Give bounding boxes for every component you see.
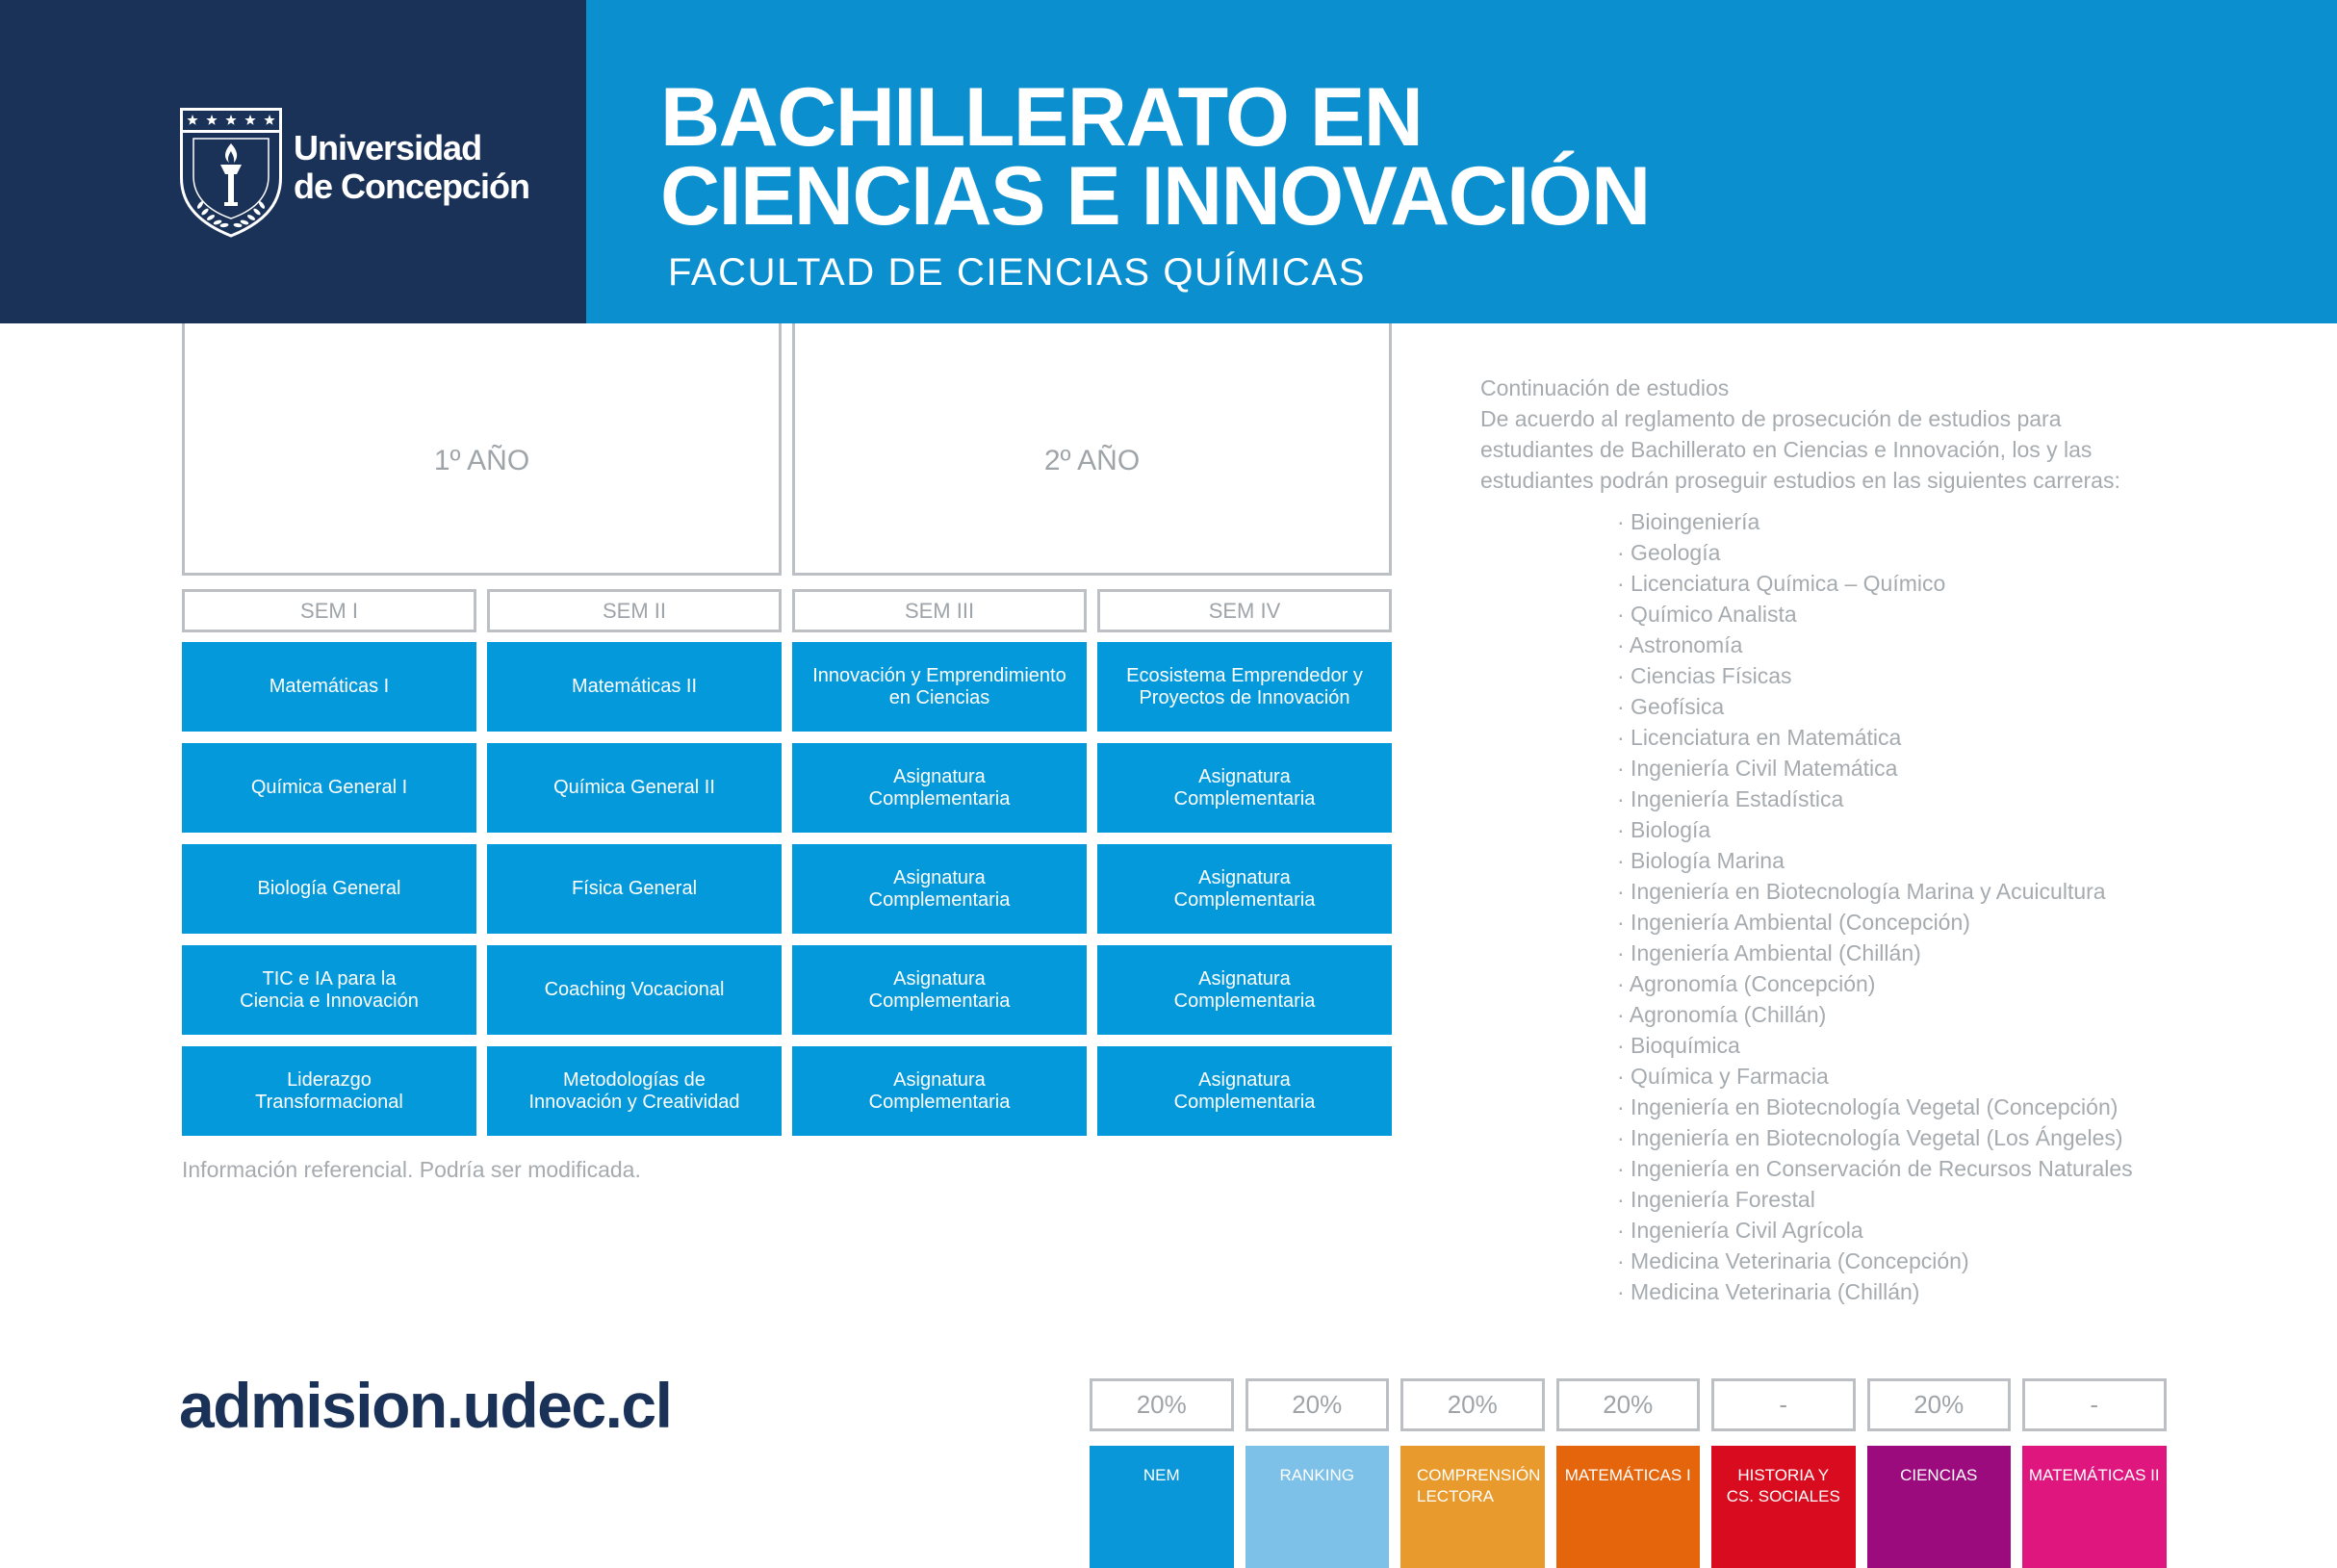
course-cell: Ecosistema Emprendedor y Proyectos de Innovación [1097, 642, 1392, 732]
career-item: · Geofísica [1617, 694, 1725, 719]
weight-label: MATEMÁTICAS I [1556, 1446, 1701, 1568]
career-item: · Medicina Veterinaria (Chillán) [1617, 1279, 1920, 1304]
career-item: · Ingeniería Civil Agrícola [1617, 1218, 1863, 1243]
career-item: · Agronomía (Concepción) [1617, 971, 1876, 996]
faculty-name: FACULTAD DE CIENCIAS QUÍMICAS [668, 251, 1367, 294]
course-grid [182, 642, 1392, 1136]
weight-nem [1090, 1378, 1234, 1568]
weight-value: - [1711, 1378, 1856, 1431]
career-item: · Licenciatura en Matemática [1617, 725, 1902, 750]
career-item: · Agronomía (Chillán) [1617, 1002, 1827, 1027]
career-item: · Bioquímica [1617, 1033, 1740, 1058]
course-cell: Asignatura Complementaria [792, 844, 1087, 934]
weight-value: 20% [1400, 1378, 1545, 1431]
disclaimer-note: Información referencial. Podría ser modificada. [182, 1157, 641, 1182]
course-cell: Asignatura Complementaria [792, 1046, 1087, 1136]
career-item: · Ingeniería Forestal [1617, 1187, 1815, 1212]
university-shield-icon [179, 107, 283, 239]
career-item: · Química y Farmacia [1617, 1064, 1829, 1089]
course-cell: Física General [487, 844, 782, 934]
course-cell: Asignatura Complementaria [792, 945, 1087, 1035]
weight-math-1 [1556, 1378, 1701, 1568]
university-name-line-2: de Concepción [294, 167, 530, 206]
weight-reading-comprehension [1400, 1378, 1545, 1568]
course-cell: Asignatura Complementaria [1097, 844, 1392, 934]
university-name [294, 129, 529, 206]
career-item: · Medicina Veterinaria (Concepción) [1617, 1248, 1969, 1273]
weight-value: 20% [1867, 1378, 2012, 1431]
continuation-intro-line: estudiantes de Bachillerato en Ciencias e Innovación, los y las [1480, 437, 2093, 462]
year-1-label: 1º AÑO [433, 445, 530, 476]
career-item: · Ingeniería en Biotecnología Marina y Acuicultura [1617, 879, 2106, 904]
career-item: · Biología Marina [1617, 848, 1785, 873]
weight-value: 20% [1556, 1378, 1701, 1431]
career-item: · Químico Analista [1617, 602, 1797, 627]
career-item: · Ingeniería Civil Matemática [1617, 756, 1898, 781]
semester-1-label: SEM I [182, 589, 476, 632]
career-item: · Ingeniería en Conservación de Recursos Naturales [1617, 1156, 2133, 1181]
course-cell: Asignatura Complementaria [1097, 1046, 1392, 1136]
career-item: · Bioingeniería [1617, 509, 1760, 534]
career-item: · Astronomía [1617, 632, 1743, 657]
semester-header-row [182, 589, 1392, 632]
weight-history [1711, 1378, 1856, 1568]
year-2-box [792, 318, 1392, 576]
course-cell: Biología General [182, 844, 476, 934]
university-name-line-1: Universidad [294, 128, 482, 167]
continuation-section [1480, 373, 2120, 496]
career-item: · Ingeniería Ambiental (Concepción) [1617, 910, 1970, 935]
year-1-box [182, 318, 782, 576]
course-cell: Asignatura Complementaria [792, 743, 1087, 833]
admission-weights [1090, 1378, 2167, 1568]
weight-ranking [1246, 1378, 1390, 1568]
career-item: · Ciencias Físicas [1617, 663, 1792, 688]
continuation-intro-line: estudiantes podrán proseguir estudios en las siguientes carreras: [1480, 468, 2120, 493]
semester-3-label: SEM III [792, 589, 1087, 632]
course-cell: Metodologías de Innovación y Creatividad [487, 1046, 782, 1136]
careers-list [1617, 506, 2133, 1307]
weight-label: NEM [1090, 1446, 1234, 1568]
career-item: · Ingeniería Estadística [1617, 786, 1844, 811]
program-title-line-1: BACHILLERATO EN [660, 71, 1423, 164]
weight-value: 20% [1246, 1378, 1390, 1431]
torch-icon [220, 143, 242, 206]
weight-value: - [2022, 1378, 2167, 1431]
career-item: · Biología [1617, 817, 1711, 842]
semester-2-label: SEM II [487, 589, 782, 632]
career-item: · Geología [1617, 540, 1721, 565]
weight-sciences [1867, 1378, 2012, 1568]
course-cell: Innovación y Emprendimiento en Ciencias [792, 642, 1087, 732]
continuation-intro-line: De acuerdo al reglamento de prosecución de estudios para [1480, 406, 2062, 431]
course-cell: Liderazgo Transformacional [182, 1046, 476, 1136]
course-cell: Química General II [487, 743, 782, 833]
continuation-title: Continuación de estudios [1480, 375, 1730, 400]
course-cell: Asignatura Complementaria [1097, 945, 1392, 1035]
course-cell: Matemáticas II [487, 642, 782, 732]
course-cell: Coaching Vocacional [487, 945, 782, 1035]
career-item: · Licenciatura Química – Químico [1617, 571, 1946, 596]
logo-stars-band [182, 110, 281, 132]
course-cell: Matemáticas I [182, 642, 476, 732]
semester-4-label: SEM IV [1097, 589, 1392, 632]
weight-label: HISTORIA Y CS. SOCIALES [1711, 1446, 1856, 1568]
weight-math-2 [2022, 1378, 2167, 1568]
weight-label: RANKING [1246, 1446, 1390, 1568]
program-title [660, 71, 1650, 243]
weight-value: 20% [1090, 1378, 1234, 1431]
course-cell: TIC e IA para la Ciencia e Innovación [182, 945, 476, 1035]
career-item: · Ingeniería Ambiental (Chillán) [1617, 940, 1921, 965]
year-2-label: 2º AÑO [1043, 445, 1141, 476]
weight-label: COMPRENSIÓN LECTORA [1400, 1446, 1545, 1568]
career-item: · Ingeniería en Biotecnología Vegetal (Concepción) [1617, 1094, 2119, 1119]
weight-label: CIENCIAS [1867, 1446, 2012, 1568]
admission-website: admision.udec.cl [179, 1370, 672, 1441]
weight-label: MATEMÁTICAS II [2022, 1446, 2167, 1568]
course-cell: Asignatura Complementaria [1097, 743, 1392, 833]
course-cell: Química General I [182, 743, 476, 833]
program-title-line-2: CIENCIAS E INNOVACIÓN [660, 150, 1650, 243]
career-item: · Ingeniería en Biotecnología Vegetal (Los Ángeles) [1617, 1125, 2123, 1150]
